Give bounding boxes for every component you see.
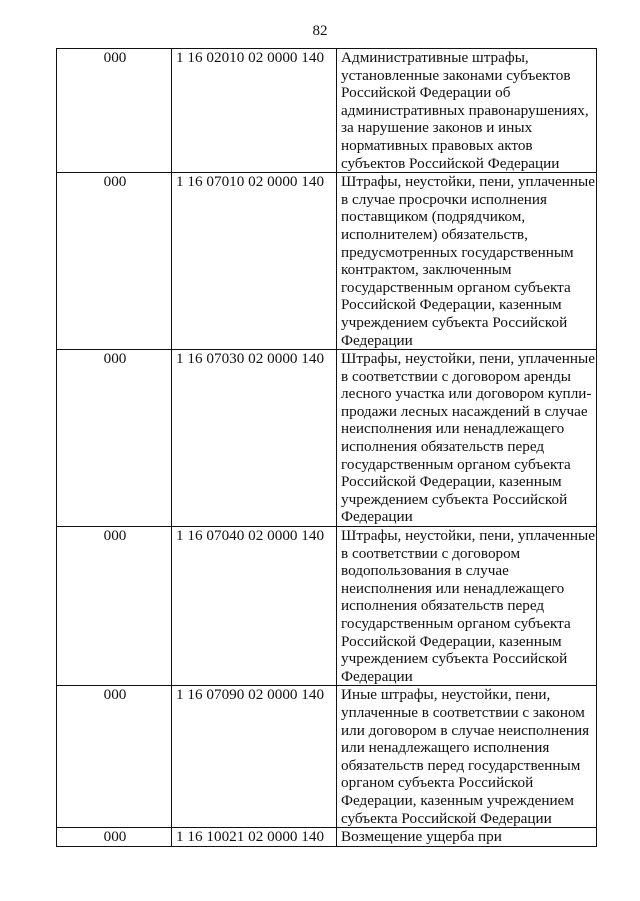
kbk-code-cell: 1 16 07030 02 0000 140 — [172, 350, 337, 527]
description-line: Федерации, казенным учреждением — [341, 791, 574, 809]
description-line: государственным органом субъекта — [341, 278, 571, 296]
admin-code-cell: 000 — [57, 686, 172, 828]
kbk-code-cell: 1 16 07090 02 0000 140 — [172, 686, 337, 828]
description-cell — [337, 49, 597, 173]
admin-code-cell: 000 — [57, 828, 172, 847]
description-line: учреждением субъекта Российской — [341, 313, 568, 331]
description-line: Административные штрафы, — [341, 49, 529, 66]
description-line: неисполнения или ненадлежащего — [341, 579, 565, 597]
table-row — [57, 527, 597, 686]
description-line: нормативных правовых актов — [341, 136, 533, 154]
description-line: за нарушение законов и иных — [341, 119, 533, 137]
description-line: Федерации — [341, 508, 413, 526]
description-line: водопользования в случае — [341, 562, 509, 580]
admin-code-cell: 000 — [57, 527, 172, 686]
description-line: Иные штрафы, неустойки, пени, — [341, 686, 551, 704]
page-number: 82 — [312, 23, 328, 39]
description-line: органом субъекта Российской — [341, 774, 534, 792]
kbk-code-cell: 1 16 07010 02 0000 140 — [172, 173, 337, 350]
description-line: Штрафы, неустойки, пени, уплаченные — [341, 527, 595, 545]
table-row — [57, 686, 597, 828]
description-line: Российской Федерации, казенным — [341, 296, 562, 314]
kbk-code-cell: 1 16 07040 02 0000 140 — [172, 527, 337, 686]
description-line: предусмотренных государственным — [341, 243, 574, 261]
description-line: в случае просрочки исполнения — [341, 190, 548, 208]
description-line: Российской Федерации, казенным — [341, 473, 562, 491]
description-line: государственным органом субъекта — [341, 455, 571, 473]
description-line: обязательств перед государственным — [341, 756, 581, 774]
description-line: в соответствии с договором — [341, 544, 521, 562]
description-line: исполнения обязательств перед — [341, 597, 545, 615]
description-line: исполнения обязательств перед — [341, 438, 545, 456]
description-line: поставщиком (подрядчиком, — [341, 208, 526, 226]
budget-codes-table — [56, 48, 597, 847]
description-line: продажи лесных насаждений в случае — [341, 402, 588, 420]
kbk-code-cell: 1 16 02010 02 0000 140 — [172, 49, 337, 173]
description-cell — [337, 686, 597, 828]
description-line: или договором в случае неисполнения — [341, 721, 590, 739]
description-line: Российской Федерации об — [341, 84, 511, 102]
description-line: субъектов Российской Федерации — [341, 154, 560, 172]
description-cell — [337, 350, 597, 527]
description-line: учреждением субъекта Российской — [341, 490, 568, 508]
kbk-code-cell: 1 16 10021 02 0000 140 — [172, 828, 337, 847]
description-cell — [337, 828, 597, 847]
description-line: учреждением субъекта Российской — [341, 650, 568, 668]
description-line: Федерации — [341, 667, 413, 685]
description-line: Штрафы, неустойки, пени, уплаченные — [341, 173, 595, 191]
table-row — [57, 173, 597, 350]
description-line: лесного участка или договором купли- — [341, 385, 592, 403]
description-line: Возмещение ущерба при — [341, 828, 502, 846]
admin-code-cell: 000 — [57, 49, 172, 173]
description-line: Федерации — [341, 331, 413, 349]
description-line: Российской Федерации, казенным — [341, 632, 562, 650]
description-line: административных правонарушениях, — [341, 101, 589, 119]
table-row — [57, 828, 597, 847]
description-line: уплаченные в соответствии с законом — [341, 703, 585, 721]
table-row — [57, 49, 597, 173]
description-line: контрактом, заключенным — [341, 261, 512, 279]
table-row — [57, 350, 597, 527]
admin-code-cell: 000 — [57, 350, 172, 527]
admin-code-cell: 000 — [57, 173, 172, 350]
description-line: в соответствии с договором аренды — [341, 367, 571, 385]
description-cell — [337, 527, 597, 686]
description-cell — [337, 173, 597, 350]
description-line: субъекта Российской Федерации — [341, 809, 552, 827]
table-body — [57, 49, 597, 847]
description-line: установленные законами субъектов — [341, 66, 571, 84]
description-line: или ненадлежащего исполнения — [341, 739, 550, 757]
description-line: неисполнения или ненадлежащего — [341, 420, 565, 438]
description-line: государственным органом субъекта — [341, 615, 571, 632]
description-line: исполнителем) обязательств, — [341, 225, 528, 243]
description-line: Штрафы, неустойки, пени, уплаченные — [341, 350, 595, 368]
